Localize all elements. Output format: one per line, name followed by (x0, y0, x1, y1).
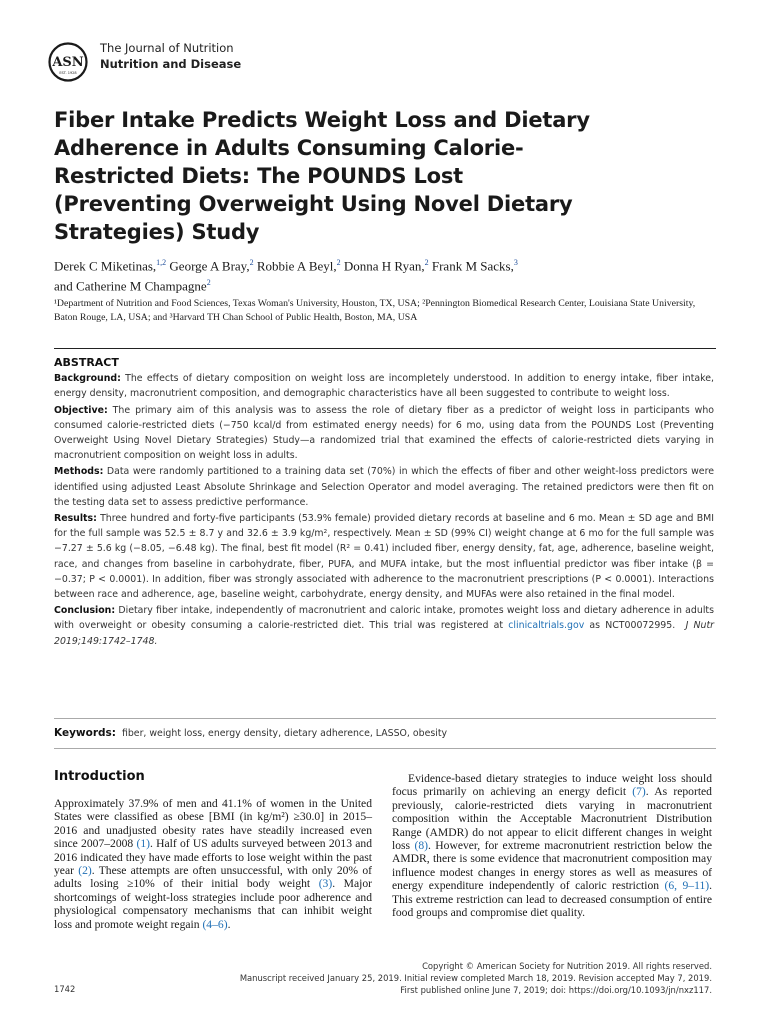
intro-text: . As reported previously, calorie-restricted diets varying in macronutrient composition within the Acceptable Macronutrient Distribution Range (AMDR) do not appear to elicit different changes in weight loss (392, 785, 712, 853)
abstract-methods (54, 464, 714, 510)
author-name: Derek C Miketinas, (54, 258, 157, 274)
abstract-background (54, 371, 714, 401)
journal-header (100, 40, 241, 72)
keywords-label: Keywords: (54, 727, 116, 739)
abstract-bottom-rule (54, 718, 716, 719)
abstract (54, 355, 714, 650)
author-affil[interactable]: 3 (513, 258, 518, 267)
results-text: Three hundred and forty-five participants (53.9% female) provided dietary records at baseline and 6 mo. Mean ± SD age and BMI for the full sample was 52.5 ± 8.7 y and 32.6 ± 3.9 kg/m², respectively. Mean ± SD (99% CI) weight change at 6 mo for the full sample was −7.27 ± 5.6 kg (−8.05, −6.48 kg). The final, best fit model (R² = 0.41) included fiber, energy density, fat, age, adherence, baseline weight, race, and changes from baseline in carbohydrate, fiber, PUFA, and MUFA intake, but the most influential predictor was fiber intake (β = −0.37; P < 0.0001). In addition, fiber was strongly associated with adherence to the macronutrient prescriptions (P < 0.0001). Interactions between race and adherence, age, baseline weight, carbohydrate, energy density, and MUFAs were also retained in the final model. (54, 513, 714, 601)
author-affil[interactable]: 1,2 (156, 258, 167, 267)
methods-text: Data were randomly partitioned to a training data set (70%) in which the effects of fiber and other weight-loss predictors were identified using adjusted Least Absolute Shrinkage and Selection Operator and model averaging. The retained predictors were then fit on the testing data set to assess predictive performance. (54, 466, 714, 508)
abstract-top-rule (54, 348, 716, 349)
conclusion-text: Dietary fiber intake, independently of macronutrient and caloric intake, promotes weight loss and dietary adherence in adults with overweight or obesity consuming a calorie-restricted diet. This trial was registered at (54, 605, 714, 632)
manuscript-dates: Manuscript received January 25, 2019. Initial review completed March 18, 2019. Revision accepted May 7, 2019. (239, 973, 712, 983)
results-label: Results: (54, 513, 97, 525)
objective-text: The primary aim of this analysis was to assess the role of dietary fiber as a predictor of weight loss in participants who consumed calorie-restricted diets (−750 kcal/d from estimated energy needs) for 6 mo, using data from the POUNDS Lost (Preventing Overweight Using Novel Dietary Strategies) Study—a randomized trial that examined the effects of calorie-restricted diets varying in macronutrient composition on weight loss in adults. (54, 404, 714, 462)
intro-text: . Major shortcomings of weight-loss strategies include poor adherence and physiological compensatory mechanisms that can inhibit weight loss and promote weight regain (54, 877, 372, 931)
objective-label: Objective: (54, 404, 108, 416)
citation-link[interactable]: (8) (414, 839, 428, 853)
citation-link[interactable]: (3) (318, 877, 333, 891)
keywords (54, 727, 447, 739)
intro-right-column (392, 772, 712, 919)
copyright: Copyright © American Society for Nutrition 2019. All rights reserved. (422, 961, 712, 971)
author-affil[interactable]: 2 (424, 258, 429, 267)
doi-line: First published online June 7, 2019; doi: https://doi.org/10.1093/jn/nxz117. (400, 985, 712, 995)
author-name: Frank M Sacks, (431, 258, 514, 274)
intro-text: Approximately 37.9% of men and 41.1% of women in the United States were classified as obese [BMI (in kg/m²) ≥30.0] in 2015–2016 and unadjusted obesity rates have steadily increased even since 2007–2008 (54, 797, 372, 851)
journal-name: The Journal of Nutrition (100, 41, 234, 55)
article-title: Fiber Intake Predicts Weight Loss and Dietary Adherence in Adults Consuming Calorie-Restricted Diets: The POUNDS Lost (Preventing Overweight Using Novel Dietary Strategies) Study (54, 108, 590, 244)
citation-link[interactable]: (4–6) (202, 917, 228, 931)
keywords-text: fiber, weight loss, energy density, dietary adherence, LASSO, obesity (121, 728, 448, 739)
intro-heading: Introduction (54, 769, 145, 784)
intro-text: . (227, 917, 231, 931)
intro-left-column (54, 797, 372, 931)
asn-logo (48, 42, 88, 82)
intro-text: . Half of US adults surveyed between 2013 and 2016 indicated they have made efforts to lose weight within the past year (54, 837, 373, 878)
clinicaltrials-link[interactable]: clinicaltrials.gov (508, 620, 585, 632)
author-name: Donna H Ryan, (343, 258, 425, 274)
footer-notes (192, 960, 712, 996)
author-list (54, 254, 654, 295)
abstract-conclusion (54, 603, 714, 649)
abstract-heading: ABSTRACT (54, 356, 119, 369)
citation-link[interactable]: (2) (78, 864, 92, 878)
intro-text: . However, for extreme macronutrient restriction below the AMDR, there is some evidence that macronutrient composition may influence modest changes in energy stores as well as measures of energy expenditure independently of caloric restriction (392, 839, 712, 893)
svg-text:EST. 1928: EST. 1928 (59, 71, 77, 75)
citation-link[interactable]: (6, 9–11) (664, 879, 710, 893)
svg-text:ASN: ASN (52, 55, 84, 70)
keywords-rule (54, 748, 716, 749)
citation-link[interactable]: (1) (136, 837, 151, 851)
conclusion-label: Conclusion: (54, 605, 116, 617)
intro-text: . This extreme restriction can lead to decreased consumption of entire food groups and compromise diet quality. (392, 879, 713, 920)
author-affil[interactable]: 2 (336, 258, 341, 267)
page-number: 1742 (54, 984, 76, 994)
background-label: Background: (54, 373, 121, 385)
abstract-results (54, 511, 714, 602)
journal-section: Nutrition and Disease (100, 57, 242, 71)
intro-text: . These attempts are often unsuccessful, with only 20% of adults losing ≥10% of their initial body weight (54, 864, 372, 891)
author-name: George A Bray, (169, 258, 250, 274)
abstract-objective (54, 403, 714, 464)
background-text: The effects of dietary composition on weight loss are incompletely understood. In addition to energy intake, fiber intake, energy density, macronutrient composition, and demographic characteristics have all been suggested to contribute to weight loss. (54, 373, 714, 400)
author-name: Robbie A Beyl, (256, 258, 337, 274)
methods-label: Methods: (54, 466, 104, 478)
author-affil[interactable]: 2 (206, 278, 211, 288)
author-affil[interactable]: 2 (249, 258, 254, 267)
registration-text: as NCT00072995. (584, 620, 676, 632)
intro-text: Evidence-based dietary strategies to induce weight loss should focus primarily on achieving an energy deficit (392, 772, 712, 799)
citation-link[interactable]: (7) (632, 785, 646, 799)
journal-citation: J Nutr 2019;149:1742–1748. (54, 620, 714, 647)
author-name: and Catherine M Champagne (54, 278, 207, 294)
affiliations: ¹Department of Nutrition and Food Sciences, Texas Woman's University, Houston, TX, USA; ²Pennington Biomedical Research Center, Louisiana State University, Baton Rouge, LA, USA; and ³Harvard TH Chan School of Public Health, Boston, MA, USA (54, 298, 696, 323)
